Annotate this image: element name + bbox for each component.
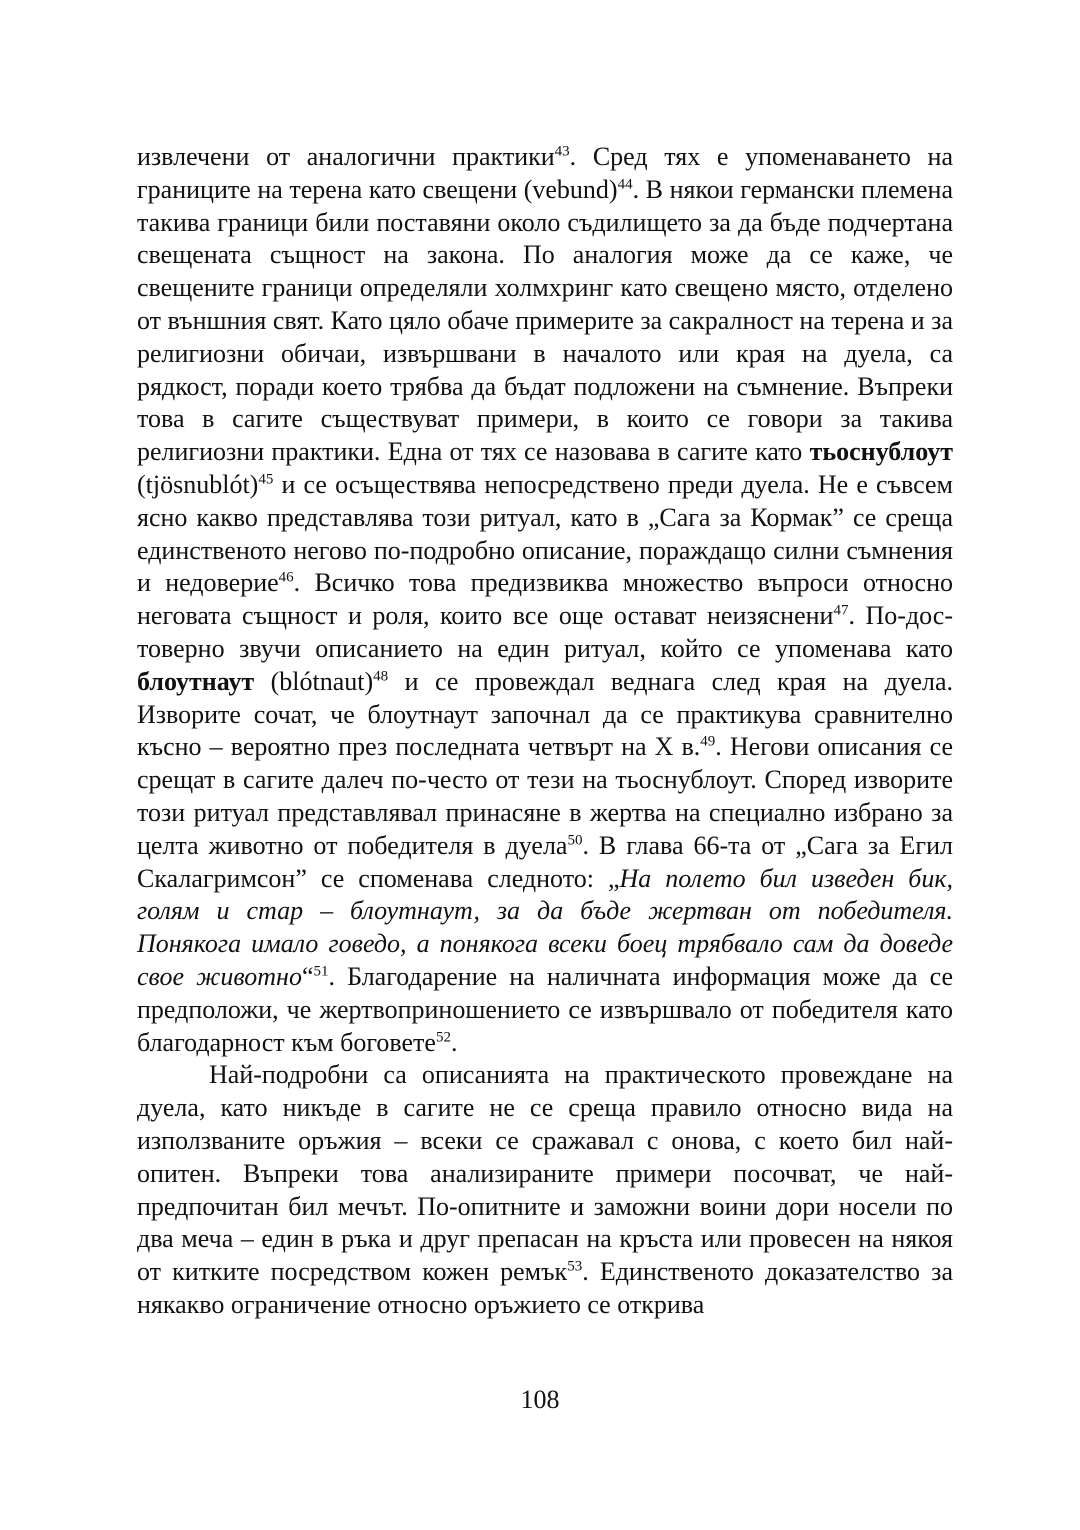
footnote-ref-52[interactable]: 52	[435, 1028, 451, 1045]
page-number: 108	[520, 1385, 560, 1414]
text-run: извлечени от аналогични практики	[137, 142, 555, 171]
footnote-ref-43[interactable]: 43	[554, 143, 570, 160]
footnote-ref-50[interactable]: 50	[567, 832, 583, 849]
text-run: . Сред тях е упоменаването на границите на терена като свещени (vebund)	[137, 142, 953, 204]
text-run: (blótnaut)	[254, 666, 374, 696]
footnote-ref-53[interactable]: 53	[567, 1258, 583, 1275]
footnote-ref-45[interactable]: 45	[258, 471, 274, 488]
text-run: . В глава 66-та от „Сага за Егил Скалагримсон” се споменава следното: „	[137, 830, 953, 893]
saga-quote: На полето бил изведен бик, голям и стар – блоутнаут, за да бъде жертван от победителя. Понякога имало говедо, а понякога всеки боец трябвало сам да доведе свое животно	[137, 863, 953, 991]
footnote-ref-51[interactable]: 51	[313, 963, 329, 980]
text-run: .	[450, 1027, 458, 1057]
text-run: . Негови описания се срещат в сагите далеч по-често от тези на тьоснублоут. Според изворите този ритуал представлявал принасяне в жертва на специално избрано за целта животно от победителя в дуела	[137, 732, 954, 860]
footnote-ref-47[interactable]: 47	[833, 602, 849, 619]
footnote-ref-44[interactable]: 44	[617, 176, 633, 193]
text-run: и се осъществява непосредствено преди дуела. Не е съвсем ясно какво представлява този ритуал, като в „Сага за Кормак” се среща единственото негово по-подробно описание, пораждащо силни съмнения и недоверие	[137, 469, 953, 598]
text-run: . Благодарение на наличната информация може да се предположи, че жертвоприношението се извършвало от победителя като благодарност към боговете	[137, 961, 953, 1057]
text-run: . По-достоверно звучи описанието на един ритуал, който се упоменава като	[137, 601, 953, 663]
text-run: . Всичко това предизвиква множество въпроси относно неговата същност и роля, които все още остават неизяснени	[137, 568, 953, 631]
body-text	[137, 141, 953, 1322]
paragraph-1	[137, 141, 953, 1059]
footnote-ref-46[interactable]: 46	[278, 569, 294, 586]
term-blotnaut: блоутнаут	[137, 666, 255, 696]
text-run: . Единственото доказателство за някакво ограничение относно оръжието се открива	[137, 1257, 953, 1319]
text-run: (tjösnublót)	[137, 469, 259, 499]
paragraph-2	[137, 1059, 953, 1321]
text-run: и се провеждал веднага след края на дуела. Изворите сочат, че блоутнаут започнал да се практикува сравнително късно – вероятно през последната четвърт на Х в.	[137, 666, 954, 762]
text-run: “	[301, 961, 314, 991]
text-run: . В някои германски племена такива граници били поставяни около съдилището за да бъде подчертана свещената същност на закона. По аналогия може да се каже, че свещените граници определяли холмхринг като свещено място, отделено от външния свят. Като цяло обаче примерите за сакралност на терена и за религиозни обичаи, извършвани в началото или края на дуела, са рядкост, поради което трябва да бъдат подложени на съмнение. Въпреки това в сагите съществуват примери, в които се говори за такива религиозни практики. Една от тях се назовава в сагите като	[137, 174, 953, 467]
footnote-ref-48[interactable]: 48	[373, 668, 389, 685]
text-run: Най-подробни са описанията на практическото провеждане на дуела, като никъде в сагите не се среща правило относно вида на използваните оръжия – всеки се сражавал с онова, с което бил най-опитен. Въпреки това анализираните примери посочват, че най-предпочитан бил мечът. По-опитните и заможни воини дори носели по два меча – един в ръка и друг препасан на кръста или провесен на някоя от китките посредством кожен ремък	[137, 1060, 953, 1287]
footnote-ref-49[interactable]: 49	[700, 733, 716, 750]
term-tjosnublot: тьоснублоут	[809, 437, 953, 467]
